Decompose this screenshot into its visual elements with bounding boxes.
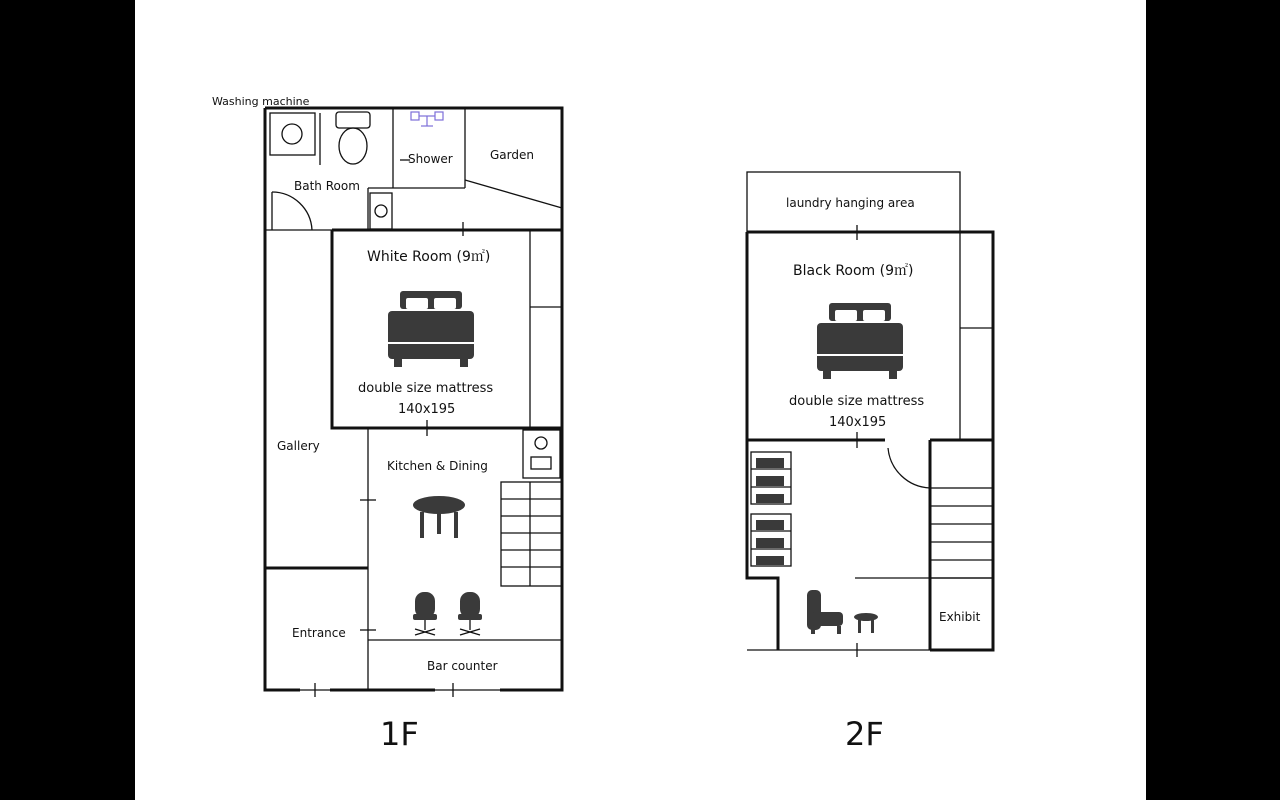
label-garden: Garden xyxy=(490,148,534,162)
bookshelf-icon xyxy=(751,514,791,566)
label-washing-machine: Washing machine xyxy=(212,95,310,108)
label-bar-counter: Bar counter xyxy=(427,659,498,673)
floor-label-1f: 1F xyxy=(380,715,419,753)
double-bed-icon xyxy=(817,303,903,379)
floor-1f-plan xyxy=(212,95,562,753)
door-swing-icon xyxy=(888,440,930,488)
floor-plan-page xyxy=(135,0,1146,800)
bookshelf-icon xyxy=(751,452,791,504)
label-shower: Shower xyxy=(408,152,453,166)
chair-icon xyxy=(413,592,437,635)
side-table-icon xyxy=(854,613,878,633)
floor-plan-drawing xyxy=(135,0,1146,800)
washing-machine-icon xyxy=(270,113,315,155)
label-black-mattress: double size mattress xyxy=(789,394,925,409)
shower-icon xyxy=(411,112,443,126)
label-white-mattress: double size mattress xyxy=(358,381,494,396)
label-gallery: Gallery xyxy=(277,439,320,453)
label-exhibit: Exhibit xyxy=(939,610,981,624)
chair-icon xyxy=(458,592,482,635)
toilet-icon xyxy=(336,112,370,164)
label-white-mattress-size: 140x195 xyxy=(398,402,456,417)
label-bath-room: Bath Room xyxy=(294,179,360,193)
label-black-room: Black Room (9㎡) xyxy=(793,263,914,279)
stairs-icon xyxy=(501,482,562,586)
floor-label-2f: 2F xyxy=(845,715,884,753)
label-kitchen-dining: Kitchen & Dining xyxy=(387,459,488,473)
armchair-icon xyxy=(807,590,843,634)
double-bed-icon xyxy=(388,291,474,367)
label-white-room: White Room (9㎡) xyxy=(367,249,491,265)
floor-2f-plan xyxy=(747,172,993,753)
stairs-icon xyxy=(930,488,993,578)
label-laundry-hanging-area: laundry hanging area xyxy=(786,196,915,210)
stove-icon xyxy=(523,430,560,478)
label-entrance: Entrance xyxy=(292,626,346,640)
label-black-mattress-size: 140x195 xyxy=(829,415,887,430)
door-swing-icon xyxy=(272,192,312,230)
round-table-icon xyxy=(413,496,465,538)
sink-icon xyxy=(370,193,392,229)
